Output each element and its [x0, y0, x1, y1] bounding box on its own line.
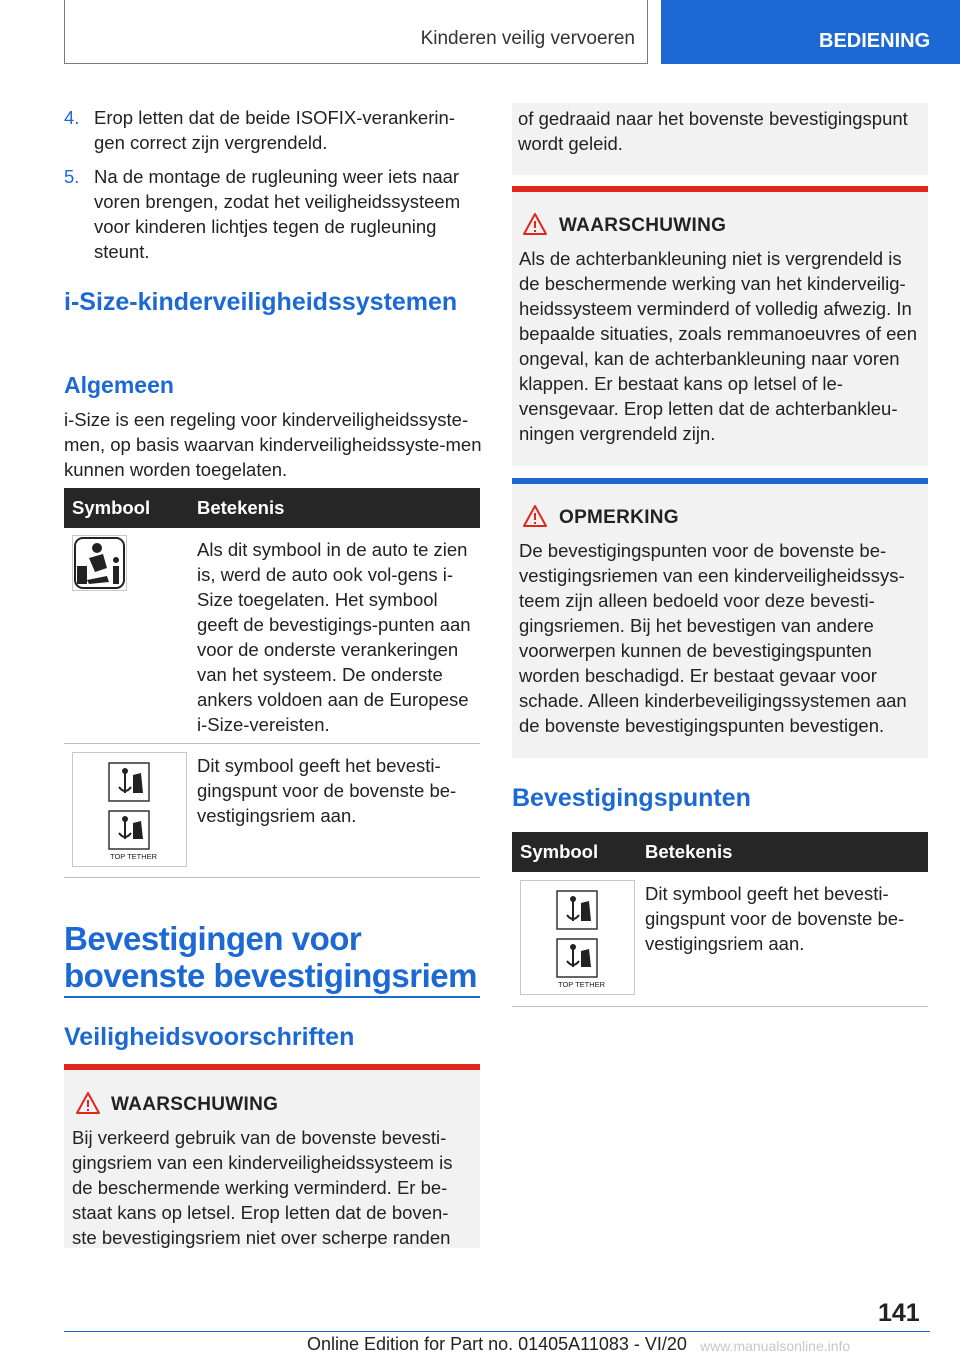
warning-title: WAARSCHUWING: [111, 1094, 279, 1115]
warning-triangle-icon: [75, 1091, 101, 1115]
note-triangle-icon: [522, 504, 548, 528]
table-cell-meaning: Als dit symbool in de auto te zien is, werd de auto ook vol-gens i-Size toegelaten. Het symbool geeft de bevestigings-punten aan voor de onderste verankeringen van het systeem. De onderste ankers voldoen aan de Europese i-Size-vereisten.: [197, 539, 471, 735]
row-divider: [512, 1006, 928, 1007]
row-divider: [64, 877, 480, 878]
step-text: Na de montage de rugleuning weer iets naar voren brengen, zodat het veiligheidssysteem voor kinderen lichtjes tegen de rugleuning steunt.: [94, 166, 461, 262]
col-symbol: Symbool: [520, 841, 599, 862]
top-tether-icon: [520, 880, 635, 995]
isize-heading: i-Size-kinderveiligheidssystemen: [64, 288, 458, 316]
note-box: [512, 478, 928, 758]
step-number: 4.: [64, 107, 80, 128]
note-text: De bevestigingspunten voor de bovenste be-vestigingsriemen van een kinderveiligheidssys-teem zijn alleen bedoeld voor deze bevesti-gingsriemen. Bij het bevestigen van andere voorwerpen kunnen de bevestigingspunten worden beschadigd. Er bestaat gevaar voor schade. Alleen kinderbeveiligingssystemen aan de bovenste bevestigingspunten bevestigen.: [519, 540, 907, 736]
edition-text: Online Edition for Part no. 01405A11083 - VI/20: [307, 1334, 687, 1354]
warning-bar: [512, 186, 928, 192]
table-cell-meaning: Dit symbool geeft het bevesti-gingspunt voor de bovenste be-vestigingsriem aan.: [645, 883, 905, 954]
col-meaning: Betekenis: [645, 841, 733, 862]
algemeen-heading: Algemeen: [64, 372, 174, 398]
algemeen-text: i-Size is een regeling voor kinderveiligheidssyste-men, op basis waarvan kinderveiligheidssyste-men kunnen worden toegelaten.: [64, 409, 482, 480]
note-title: OPMERKING: [559, 507, 679, 528]
tab-bediening[interactable]: BEDIENING: [819, 30, 931, 52]
note-bar: [512, 478, 928, 484]
warning-bar: [64, 1064, 480, 1070]
table-header: [512, 832, 928, 872]
continued-text: of gedraaid naar het bovenste bevestigingspunt wordt geleid.: [518, 108, 908, 154]
col-meaning: Betekenis: [197, 497, 285, 518]
list-item-5: [64, 164, 484, 264]
tether-label: TOP TETHER: [558, 980, 606, 989]
warning-text: Als de achterbankleuning niet is vergrendeld is de beschermende werking van het kinderveilig-heidssysteem verminderd of volledig afwezig. In bepaalde situaties, zoals remmanoeuvres of een ongeval, kan de achterbankleuning naar voren klappen. Er bestaat kans op letsel of le-vensgevaar. Erop letten dat de achterbankleu-ningen vergrendeld zijn.: [519, 248, 917, 444]
warning-box: [512, 186, 928, 466]
watermark: www.manualsonline.info: [700, 1338, 851, 1354]
top-tether-icon: [72, 752, 187, 867]
list-item-4: [64, 105, 484, 155]
footer-line: [64, 1331, 930, 1332]
header-tab[interactable]: [661, 0, 960, 64]
heading-underline: [64, 996, 480, 998]
col-symbol: Symbool: [72, 497, 151, 518]
tether-label: TOP TETHER: [110, 852, 158, 861]
warning-box: [64, 1064, 480, 1248]
step-number: 5.: [64, 166, 80, 187]
row-divider: [64, 743, 480, 744]
continued-box: [512, 103, 928, 175]
step-text: Erop letten dat de beide ISOFIX-verankerin-gen correct zijn vergrendeld.: [94, 107, 455, 153]
warning-title: WAARSCHUWING: [559, 215, 727, 236]
warning-triangle-icon: [522, 212, 548, 236]
table-cell-meaning: Dit symbool geeft het bevesti-gingspunt voor de bovenste be-vestigingsriem aan.: [197, 755, 457, 826]
main-heading: Bevestigingen voor bovenste bevestigingsriem: [64, 920, 477, 994]
header-section-box: [64, 0, 648, 64]
table-header: [64, 488, 480, 528]
isize-seat-icon: [72, 535, 127, 591]
sub-heading: Veiligheidsvoorschriften: [64, 1023, 355, 1051]
page-number: 141: [878, 1299, 920, 1327]
section-title: Kinderen veilig vervoeren: [420, 28, 635, 49]
bevestigingspunten-heading: Bevestigingspunten: [512, 784, 751, 812]
warning-text: Bij verkeerd gebruik van de bovenste bevesti-gingsriem van een kinderveiligheidssysteem is de beschermende werking verminderd. Er be-staat kans op letsel. Erop letten dat de boven-ste bevestigingsriem niet over scherpe randen: [72, 1127, 453, 1248]
